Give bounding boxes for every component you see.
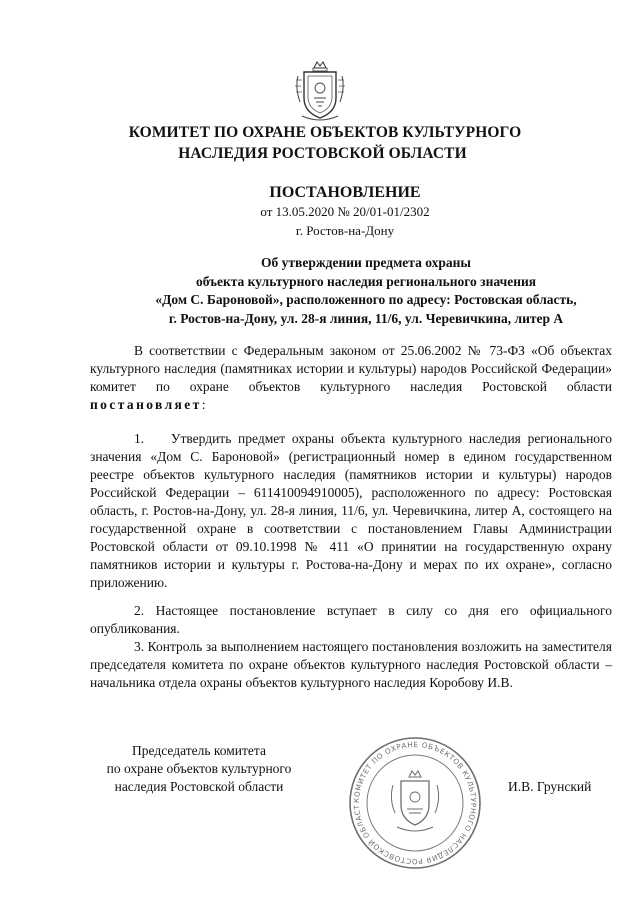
official-seal — [347, 735, 483, 871]
signatory-title — [88, 742, 310, 796]
signatory-title-line: Председатель комитета — [132, 743, 266, 758]
signatory-name: И.В. Грунский — [508, 779, 592, 794]
seal-text: КОМИТЕТ ПО ОХРАНЕ ОБЪЕКТОВ КУЛЬТУРНОГО НАСЛЕДИЯ РОСТОВСКОЙ ОБЛАСТ — [351, 739, 479, 867]
document-city: г. Ростов-на-Дону — [295, 223, 395, 238]
item-3-text: 3. Контроль за выполнением настоящего постановления возложить на заместителя председателя комитета по охране объектов культурного наследия Ростовской области – начальника отдела охраны объектов культурного наследия Коробову И.В. — [90, 639, 612, 690]
document-number: от 13.05.2020 № 20/01-01/2302 — [260, 204, 430, 219]
organization-name-line1: КОМИТЕТ ПО ОХРАНЕ ОБЪЕКТОВ КУЛЬТУРНОГО — [128, 124, 522, 141]
subject-line: г. Ростов-на-Дону, ул. 28-я линия, 11/6, ул. Черевичкина, литер А — [168, 310, 564, 326]
subject-line: объекта культурного наследия регионального значения — [195, 273, 537, 289]
signatory-title-line: по охране объектов культурного — [106, 761, 292, 776]
subject-line: «Дом С. Бароновой», расположенного по адресу: Ростовская область, — [155, 292, 577, 307]
preamble-text: В соответствии с Федеральным законом от 25.06.2002 № 73-ФЗ «Об объектах культурного наследия (памятниках истории и культуры) народов Российской Федерации» комитет по охране объектов культурного наследия Ростовской области — [90, 343, 612, 394]
item-3-paragraph — [90, 638, 612, 692]
preamble-end: : — [201, 397, 206, 412]
preamble-keyword: постановляет — [90, 397, 202, 412]
coat-of-arms-emblem — [292, 58, 348, 124]
signatory-title-line: наследия Ростовской области — [114, 779, 284, 794]
document-subject — [108, 254, 624, 328]
item-1-paragraph — [90, 430, 612, 592]
item-2-text: 2. Настоящее постановление вступает в силу со дня его официального опубликования. — [90, 603, 612, 636]
document-type: ПОСТАНОВЛЕНИЕ — [269, 184, 421, 201]
item-2-paragraph — [90, 602, 612, 638]
item-1-text: 1. Утвердить предмет охраны объекта культурного наследия регионального значения «Дом С. Бароновой» (регистрационный номер в едином государственном реестре объектов культурного наследия (памятников истории и культуры) народов Российской Федерации – 611410094910005), расположенного по адресу: Ростовская область, г. Ростов-на-Дону, ул. 28-я линия, 11/6, ул. Черевичкина, литер А, состоящего на государственной охране в соответствии с постановлением Главы Администрации Ростовской области от 09.10.1998 № 411 «О принятии на государственную охрану памятников истории и культуры г. Ростова-на-Дону и мерах по их охране», согласно приложению. — [90, 431, 612, 590]
organization-name-line2: НАСЛЕДИЯ РОСТОВСКОЙ ОБЛАСТИ — [178, 145, 467, 162]
seal-emblem-icon — [391, 771, 438, 831]
preamble-paragraph — [90, 342, 612, 414]
subject-line: Об утверждении предмета охраны — [261, 255, 471, 270]
